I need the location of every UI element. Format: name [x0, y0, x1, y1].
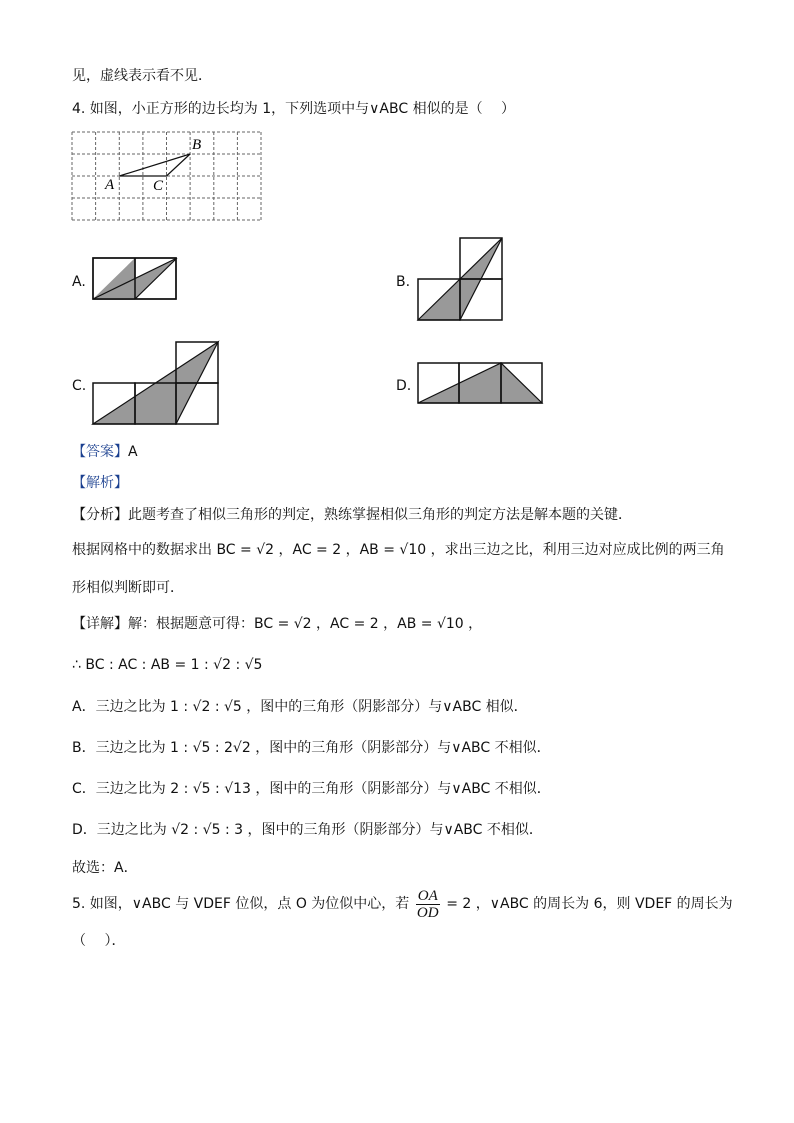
reasoning-line-1: 根据网格中的数据求出 BC = √2 ，AC = 2 ，AB = √10 ，求出三边之比，利用三边对应成比例的两三角 — [72, 542, 725, 558]
option-d-label: D. — [396, 378, 412, 394]
question-4: 4. 如图，小正方形的边长均为 1，下列选项中与∨ABC 相似的是（ ） — [72, 101, 516, 117]
triangle-abc — [119, 154, 190, 176]
analysis-tag-line — [72, 473, 128, 493]
fraction-oa-od — [416, 888, 440, 921]
option-b-figure — [417, 237, 503, 321]
label-b: B — [192, 137, 202, 153]
analysis-tag: 【解析】 — [72, 475, 128, 491]
question-5-bracket: （ ）． — [72, 933, 126, 949]
answer-line — [72, 442, 138, 462]
text-line-continuation: 见，虚线表示看不见． — [72, 68, 212, 84]
option-a-label: A. — [72, 274, 86, 290]
fraction-denominator: OD — [416, 904, 439, 921]
ratio-line: ∴ BC : AC : AB = 1 : √2 : √5 — [72, 657, 263, 673]
answer-value: A — [128, 444, 138, 460]
option-a-explanation: A．三边之比为 1 : √2 : √5 ，图中的三角形（阴影部分）与∨ABC 相似． — [72, 699, 528, 715]
option-b-label: B. — [396, 274, 411, 290]
detail-line — [72, 614, 482, 634]
option-b-explanation: B．三边之比为 1 : √5 : 2√2 ，图中的三角形（阴影部分）与∨ABC 不相似． — [72, 740, 551, 756]
question-5-part1: 5. 如图，∨ABC 与 VDEF 位似，点 O 为位似中心，若 — [72, 896, 410, 912]
option-a-figure — [93, 258, 177, 300]
summary-text: 此题考查了相似三角形的判定，熟练掌握相似三角形的判定方法是解本题的关键． — [128, 507, 632, 523]
fraction-numerator: OA — [417, 887, 438, 904]
question-5 — [72, 886, 733, 922]
detail-tag: 【详解】 — [72, 616, 128, 632]
grid-figure — [72, 132, 262, 222]
option-d-explanation: D．三边之比为 √2 : √5 : 3 ，图中的三角形（阴影部分）与∨ABC 不相似． — [72, 822, 543, 838]
option-d-figure — [417, 362, 543, 404]
option-c-explanation: C．三边之比为 2 : √5 : √13 ，图中的三角形（阴影部分）与∨ABC 不相似． — [72, 781, 551, 797]
option-c-figure — [92, 341, 220, 425]
summary-tag: 【分析】 — [72, 507, 128, 523]
option-c-label: C. — [72, 378, 87, 394]
summary-line — [72, 505, 632, 525]
question-5-part2: = 2 ，∨ABC 的周长为 6，则 VDEF 的周长为 — [446, 896, 733, 912]
reasoning-line-2: 形相似判断即可． — [72, 580, 184, 596]
label-a: A — [105, 177, 115, 193]
detail-text: 解：根据题意可得：BC = √2 ，AC = 2 ，AB = √10 ， — [128, 616, 483, 632]
label-c: C — [153, 178, 164, 194]
answer-tag: 【答案】 — [72, 444, 128, 460]
conclusion-line: 故选：A． — [72, 860, 138, 876]
